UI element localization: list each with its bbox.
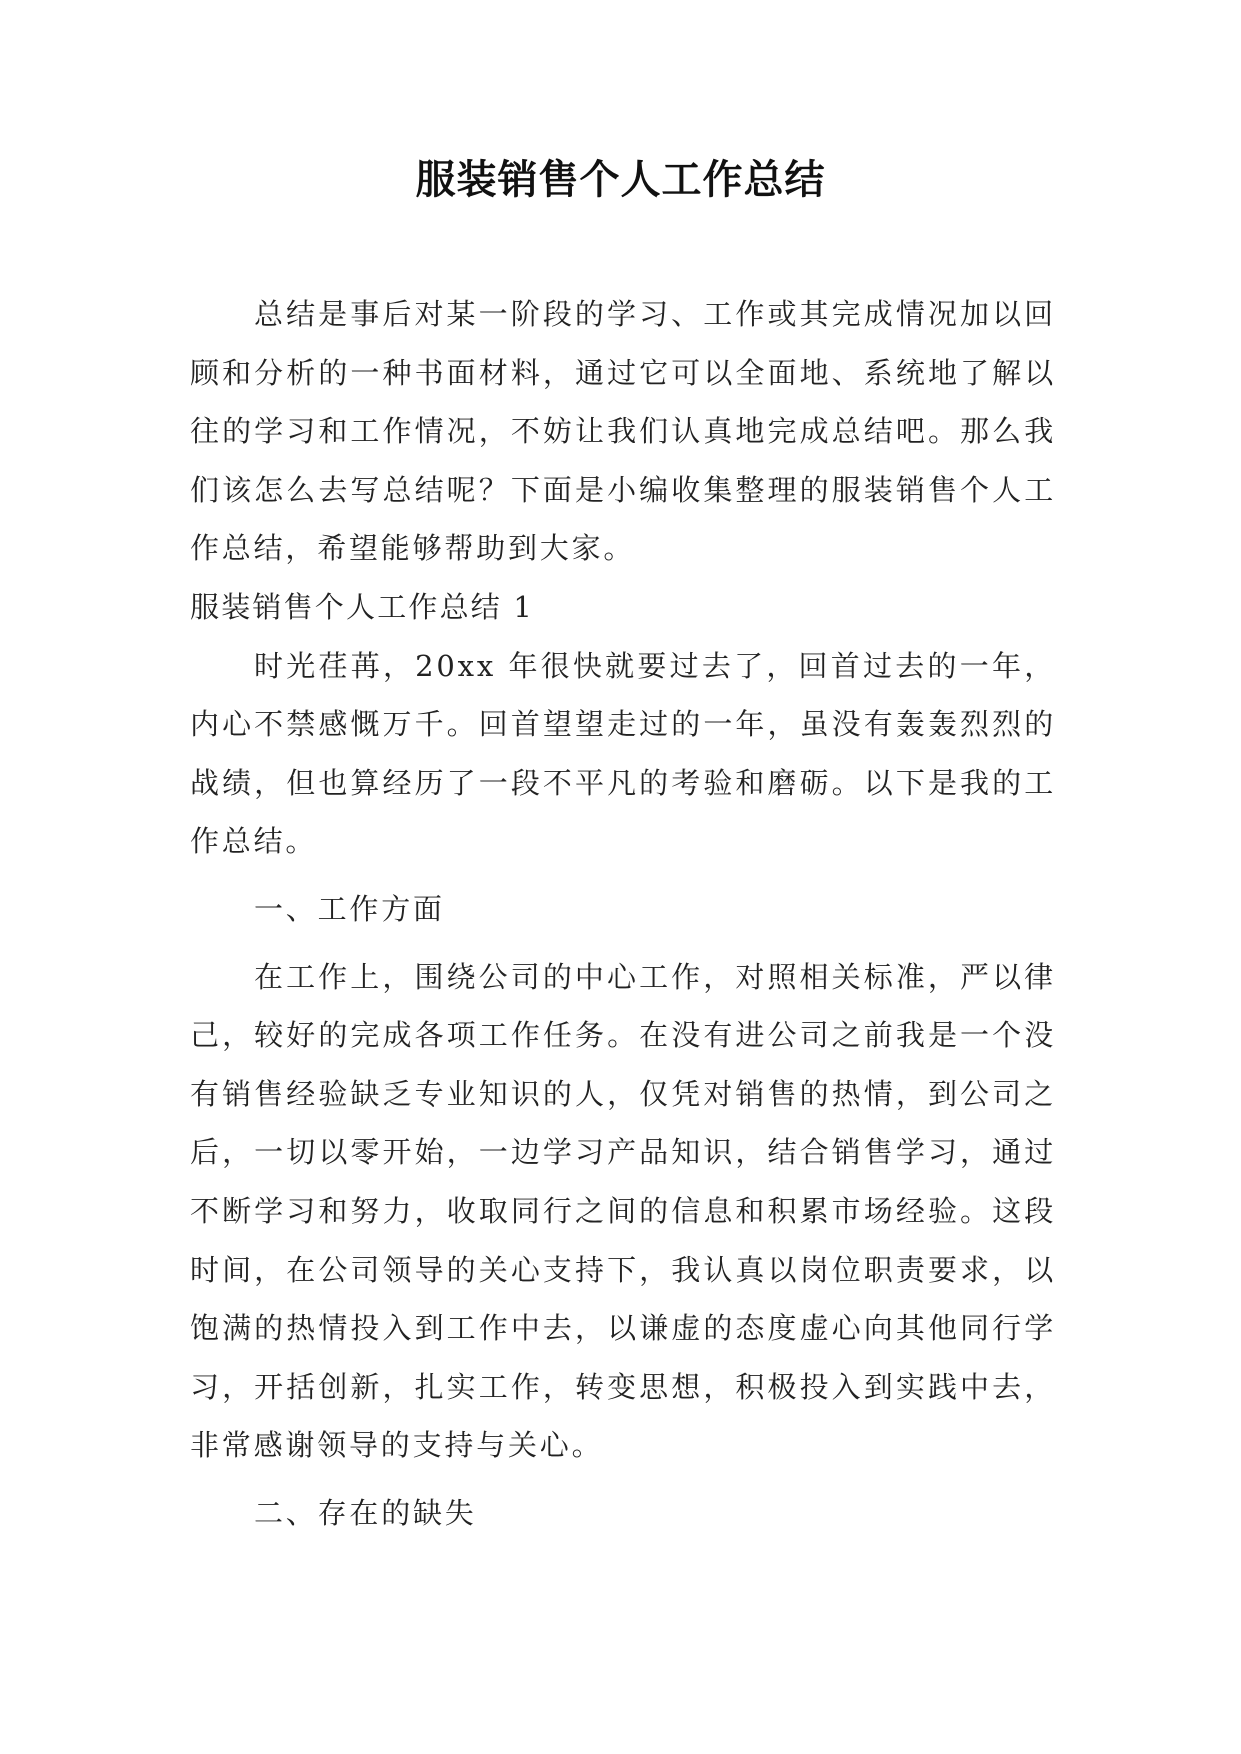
section-paragraph-2: 在工作上，围绕公司的中心工作，对照相关标准，严以律己，较好的完成各项工作任务。在没有进公司之前我是一个没有销售经验缺乏专业知识的人，仅凭对销售的热情，到公司之后，一切以零开始，一边学习产品知识，结合销售学习，通过不断学习和努力，收取同行之间的信息和积累市场经验。这段时间，在公司领导的关心支持下，我认真以岗位职责要求，以饱满的热情投入到工作中去，以谦虚的态度虚心向其他同行学习，开括创新，扎实工作，转变思想，积极投入到实践中去，非常感谢领导的支持与关心。 xyxy=(190,959,1056,1463)
section-heading: 服装销售个人工作总结 1 xyxy=(190,589,535,624)
subheading-shortcomings: 二、存在的缺失 xyxy=(254,1495,477,1530)
document-body xyxy=(190,285,1056,1542)
intro-paragraph: 总结是事后对某一阶段的学习、工作或其完成情况加以回顾和分析的一种书面材料，通过它可以全面地、系统地了解以往的学习和工作情况，不妨让我们认真地完成总结吧。那么我们该怎么去写总结呢？下面是小编收集整理的服装销售个人工作总结，希望能够帮助到大家。 xyxy=(190,297,1056,566)
document-title: 服装销售个人工作总结 xyxy=(415,157,826,203)
section-paragraph-1: 时光荏苒，20xx 年很快就要过去了，回首过去的一年，内心不禁感慨万千。回首望望走过的一年，虽没有轰轰烈烈的战绩，但也算经历了一段不平凡的考验和磨砺。以下是我的工作总结。 xyxy=(190,648,1056,859)
subheading-work: 一、工作方面 xyxy=(254,891,445,926)
